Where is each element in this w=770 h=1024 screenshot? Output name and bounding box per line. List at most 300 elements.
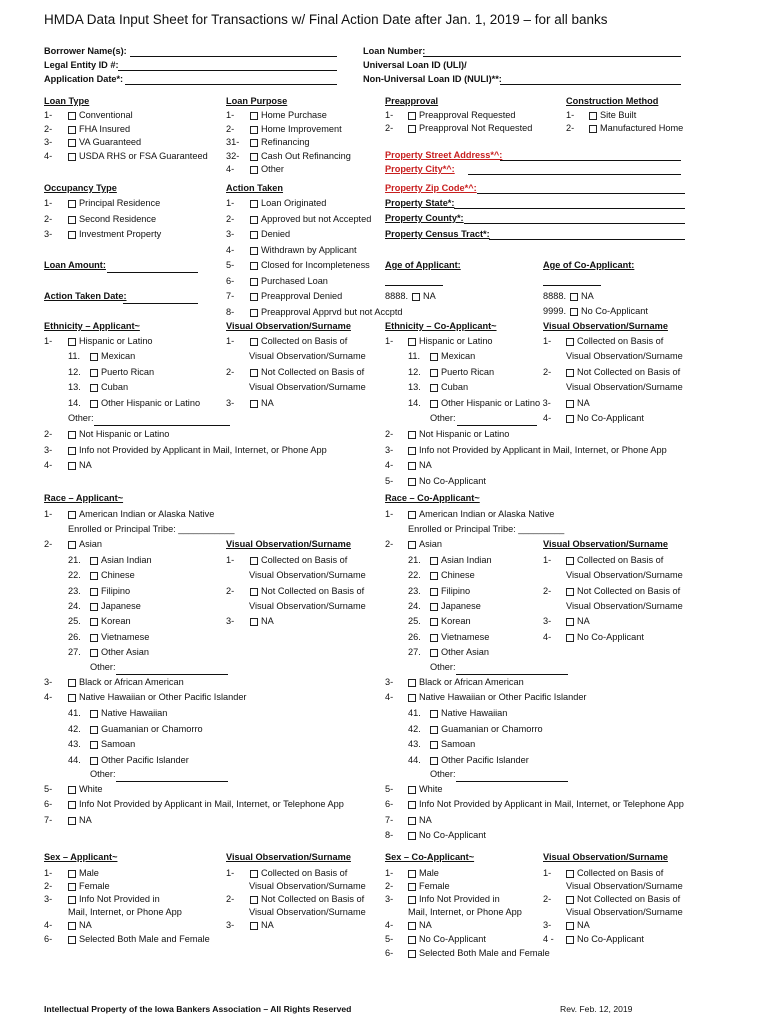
- race-co-5-label: White: [419, 784, 443, 794]
- loan-purpose-1-checkbox[interactable]: [250, 112, 258, 120]
- race-co-vo-heading: Visual Observation/Surname: [543, 539, 668, 549]
- race-co-asian-5-checkbox[interactable]: [430, 618, 438, 626]
- sex-co-6-checkbox[interactable]: [408, 950, 416, 958]
- race-co-4-checkbox[interactable]: [408, 694, 416, 702]
- eth-co-sub-1-checkbox[interactable]: [430, 353, 438, 361]
- sex-co-vo-1-number: 1-: [543, 868, 552, 878]
- race-app-vo-3-checkbox[interactable]: [250, 618, 258, 626]
- loan-type-2-label: FHA Insured: [79, 123, 131, 134]
- action-taken-date-label: Action Taken Date:: [44, 291, 127, 301]
- eth-co-hispanic-label: Hispanic or Latino: [419, 336, 493, 346]
- eth-co-vo-1-checkbox[interactable]: [566, 338, 574, 346]
- eth-co-vo-1-number: 1-: [543, 336, 552, 346]
- race-co-7-number: 7-: [385, 815, 394, 825]
- race-co-applicant-heading: Race – Co-Applicant~: [385, 493, 480, 503]
- action-taken-5-label: Closed for Incompleteness: [261, 260, 370, 270]
- sex-co-vo-2-cont: Visual Observation/Surname: [566, 907, 683, 917]
- occupancy-3-checkbox[interactable]: [68, 231, 76, 239]
- sex-app-1-checkbox[interactable]: [68, 870, 76, 878]
- sex-app-3-number: 3-: [44, 894, 53, 904]
- sex-app-3-checkbox[interactable]: [68, 896, 76, 904]
- eth-co-sub-3-label: Cuban: [441, 382, 469, 392]
- sex-co-applicant-heading: Sex – Co-Applicant~: [385, 852, 475, 862]
- loan-purpose-5-label: Other: [261, 164, 284, 174]
- sex-co-2-label: Female: [419, 881, 450, 891]
- construction-method-heading: Construction Method: [566, 96, 659, 106]
- loan-purpose-5-number: 4-: [226, 164, 235, 174]
- sex-co-vo-3-checkbox[interactable]: [566, 922, 574, 930]
- action-taken-heading: Action Taken: [226, 183, 284, 193]
- race-app-1-number: 1-: [44, 509, 53, 519]
- loan-purpose-5-checkbox[interactable]: [250, 166, 258, 174]
- sex-co-vo-4-label: No Co-Applicant: [577, 934, 644, 944]
- loan-purpose-4-label: Cash Out Refinancing: [261, 150, 351, 161]
- race-co-asian-1-checkbox[interactable]: [430, 557, 438, 565]
- loan-type-3-number: 3-: [44, 137, 53, 147]
- sex-app-5-number: 6-: [44, 934, 53, 944]
- eth-app-vo-1-checkbox[interactable]: [250, 338, 258, 346]
- loan-type-4-checkbox[interactable]: [68, 153, 76, 161]
- eth-app-sub-1-label: Mexican: [101, 351, 136, 361]
- preapproval-2-label: Preapproval Not Requested: [419, 123, 533, 133]
- nuli-field[interactable]: [500, 84, 681, 85]
- eth-app-other-label: Other:: [68, 413, 94, 423]
- property-county-label: Property County*:: [385, 213, 464, 223]
- action-taken-7-checkbox[interactable]: [250, 293, 258, 301]
- construction-method-1-checkbox[interactable]: [589, 112, 597, 120]
- occupancy-2-number: 2-: [44, 213, 53, 224]
- action-taken-4-checkbox[interactable]: [250, 247, 258, 255]
- race-co-asian-2-label: Chinese: [441, 570, 475, 581]
- sex-app-vo-3-checkbox[interactable]: [250, 922, 258, 930]
- action-taken-6-checkbox[interactable]: [250, 278, 258, 286]
- eth-app-sub-3-label: Cuban: [101, 382, 129, 392]
- eth-co-2-label: Not Hispanic or Latino: [419, 429, 510, 439]
- race-app-vo-2-checkbox[interactable]: [250, 588, 258, 596]
- sex-co-vo-4-number: 4 -: [543, 934, 554, 944]
- race-app-asian-1-checkbox[interactable]: [90, 557, 98, 565]
- eth-app-vo-3-number: 3-: [226, 398, 235, 408]
- property-street-field[interactable]: [500, 160, 681, 161]
- race-app-vo-2-label: Not Collected on Basis of: [261, 586, 365, 596]
- sex-app-5-label: Selected Both Male and Female: [79, 934, 210, 944]
- race-app-pac-other-field[interactable]: [116, 781, 228, 782]
- borrower-names-field[interactable]: [130, 56, 337, 57]
- race-applicant-heading: Race – Applicant~: [44, 493, 124, 503]
- loan-number-field[interactable]: [423, 56, 681, 57]
- preapproval-2-number: 2-: [385, 123, 394, 133]
- action-taken-1-label: Loan Originated: [261, 198, 327, 208]
- sex-co-5-label: No Co-Applicant: [419, 934, 486, 944]
- loan-purpose-3-checkbox[interactable]: [250, 139, 258, 147]
- eth-co-other-label: Other:: [430, 413, 456, 423]
- sex-co-vo-3-label: NA: [577, 920, 590, 930]
- race-app-pac-2-checkbox[interactable]: [90, 726, 98, 734]
- sex-co-vo-2-label: Not Collected on Basis of: [577, 894, 681, 904]
- race-app-4-checkbox[interactable]: [68, 694, 76, 702]
- eth-co-vo-3-checkbox[interactable]: [566, 400, 574, 408]
- loan-purpose-4-checkbox[interactable]: [250, 153, 258, 161]
- race-app-asian-other-field[interactable]: [116, 674, 228, 675]
- race-co-1-number: 1-: [385, 509, 394, 519]
- eth-app-3-checkbox[interactable]: [68, 447, 76, 455]
- race-co-1-checkbox[interactable]: [408, 511, 416, 519]
- loan-purpose-1-label: Home Purchase: [261, 110, 327, 120]
- sex-app-4-checkbox[interactable]: [68, 922, 76, 930]
- age-applicant-na-checkbox[interactable]: [412, 293, 420, 301]
- race-app-3-number: 3-: [44, 677, 53, 687]
- race-app-7-checkbox[interactable]: [68, 817, 76, 825]
- race-app-pac-4-number: 44.: [68, 754, 81, 765]
- eth-co-vo-2-cont: Visual Observation/Surname: [566, 382, 683, 392]
- race-app-2-number: 2-: [44, 539, 53, 549]
- eth-app-vo-heading: Visual Observation/Surname: [226, 321, 351, 331]
- loan-purpose-3-number: 31-: [226, 137, 240, 147]
- age-co-applicant-na-number: 8888.: [543, 291, 566, 301]
- race-co-asian-2-checkbox[interactable]: [430, 572, 438, 580]
- eth-app-4-checkbox[interactable]: [68, 462, 76, 470]
- race-co-5-checkbox[interactable]: [408, 786, 416, 794]
- race-app-asian-6-checkbox[interactable]: [90, 634, 98, 642]
- race-app-vo-2-cont: Visual Observation/Surname: [249, 601, 366, 611]
- race-app-4-number: 4-: [44, 692, 53, 702]
- race-app-asian-other-label: Other:: [90, 662, 116, 672]
- action-taken-6-number: 6-: [226, 275, 235, 286]
- age-co-applicant-label: Age of Co-Applicant:: [543, 260, 635, 270]
- eth-co-hispanic-checkbox[interactable]: [408, 338, 416, 346]
- race-co-asian-4-number: 24.: [408, 600, 421, 611]
- action-taken-2-checkbox[interactable]: [250, 216, 258, 224]
- race-co-vo-2-cont: Visual Observation/Surname: [566, 601, 683, 611]
- race-co-7-checkbox[interactable]: [408, 817, 416, 825]
- eth-co-5-checkbox[interactable]: [408, 478, 416, 486]
- sex-app-4-number: 4-: [44, 920, 53, 930]
- eth-app-vo-1-label: Collected on Basis of: [261, 336, 348, 346]
- sex-co-5-checkbox[interactable]: [408, 936, 416, 944]
- race-app-vo-2-number: 2-: [226, 586, 235, 596]
- race-app-2-checkbox[interactable]: [68, 541, 76, 549]
- action-taken-1-checkbox[interactable]: [250, 200, 258, 208]
- race-co-asian-1-label: Asian Indian: [441, 555, 492, 565]
- eth-app-2-checkbox[interactable]: [68, 431, 76, 439]
- eth-co-sub-3-checkbox[interactable]: [430, 384, 438, 392]
- race-co-3-checkbox[interactable]: [408, 679, 416, 687]
- race-app-asian-7-number: 27.: [68, 646, 81, 657]
- sex-co-3-checkbox[interactable]: [408, 896, 416, 904]
- sex-app-1-label: Male: [79, 868, 99, 878]
- age-co-applicant-none-label: No Co-Applicant: [581, 306, 648, 316]
- loan-purpose-2-number: 2-: [226, 123, 235, 134]
- age-applicant-na-number: 8888.: [385, 291, 408, 301]
- eth-co-vo-3-label: NA: [577, 398, 590, 408]
- sex-co-vo-2-checkbox[interactable]: [566, 896, 574, 904]
- race-app-7-label: NA: [79, 815, 92, 825]
- application-date-label: Application Date*:: [44, 74, 124, 84]
- eth-co-vo-4-checkbox[interactable]: [566, 415, 574, 423]
- sex-co-vo-heading: Visual Observation/Surname: [543, 852, 668, 862]
- loan-type-2-checkbox[interactable]: [68, 126, 76, 134]
- eth-app-sub-4-checkbox[interactable]: [90, 400, 98, 408]
- race-app-1-label: American Indian or Alaska Native: [79, 509, 215, 519]
- race-co-7-label: NA: [419, 815, 432, 825]
- action-taken-8-label: Preapproval Apprvd but not Accptd: [261, 306, 403, 317]
- race-co-vo-1-label: Collected on Basis of: [577, 555, 664, 565]
- property-zip-field[interactable]: [477, 193, 685, 194]
- race-co-2-number: 2-: [385, 539, 394, 549]
- eth-app-vo-2-checkbox[interactable]: [250, 369, 258, 377]
- property-city-field[interactable]: [468, 174, 681, 175]
- uli-label: Universal Loan ID (ULI)/: [363, 60, 467, 70]
- race-app-1-checkbox[interactable]: [68, 511, 76, 519]
- race-app-asian-6-label: Vietnamese: [101, 631, 150, 642]
- race-co-2-checkbox[interactable]: [408, 541, 416, 549]
- eth-co-2-checkbox[interactable]: [408, 431, 416, 439]
- race-app-asian-7-checkbox[interactable]: [90, 649, 98, 657]
- loan-purpose-2-checkbox[interactable]: [250, 126, 258, 134]
- sex-co-1-label: Male: [419, 868, 439, 878]
- eth-co-sub-2-label: Puerto Rican: [441, 366, 495, 377]
- eth-co-vo-2-checkbox[interactable]: [566, 369, 574, 377]
- eth-co-sub-2-checkbox[interactable]: [430, 369, 438, 377]
- eth-co-3-checkbox[interactable]: [408, 447, 416, 455]
- race-co-asian-3-number: 23.: [408, 585, 421, 596]
- occupancy-1-number: 1-: [44, 198, 53, 208]
- eth-co-vo-1-label: Collected on Basis of: [577, 336, 664, 346]
- loan-type-1-label: Conventional: [79, 110, 133, 120]
- sex-app-vo-2-number: 2-: [226, 894, 235, 904]
- race-app-2-label: Asian: [79, 539, 102, 549]
- race-app-pac-3-number: 43.: [68, 739, 81, 749]
- eth-co-3-label: Info not Provided by Applicant in Mail, Internet, or Phone App: [419, 444, 667, 455]
- race-app-asian-1-label: Asian Indian: [101, 555, 152, 565]
- race-co-3-number: 3-: [385, 677, 394, 687]
- race-co-pac-1-checkbox[interactable]: [430, 710, 438, 718]
- sex-co-1-number: 1-: [385, 868, 394, 878]
- property-census-field[interactable]: [489, 239, 685, 240]
- sex-co-vo-1-cont: Visual Observation/Surname: [566, 881, 683, 891]
- race-co-2-label: Asian: [419, 539, 442, 549]
- race-co-3-label: Black or African American: [419, 677, 524, 687]
- occupancy-type-heading: Occupancy Type: [44, 183, 117, 193]
- race-app-pac-3-checkbox[interactable]: [90, 741, 98, 749]
- race-app-asian-5-label: Korean: [101, 616, 131, 627]
- property-state-label: Property State*:: [385, 198, 455, 208]
- race-co-8-checkbox[interactable]: [408, 832, 416, 840]
- loan-type-1-checkbox[interactable]: [68, 112, 76, 120]
- property-census-label: Property Census Tract*:: [385, 229, 490, 239]
- race-app-6-number: 6-: [44, 799, 53, 809]
- race-app-asian-3-checkbox[interactable]: [90, 588, 98, 596]
- action-taken-5-number: 5-: [226, 260, 235, 270]
- sex-co-2-number: 2-: [385, 881, 394, 891]
- loan-type-4-number: 4-: [44, 150, 53, 161]
- sex-app-vo-1-cont: Visual Observation/Surname: [249, 881, 366, 891]
- property-county-field[interactable]: [464, 223, 685, 224]
- race-app-asian-1-number: 21.: [68, 555, 81, 565]
- eth-co-2-number: 2-: [385, 429, 394, 439]
- race-co-6-checkbox[interactable]: [408, 801, 416, 809]
- race-app-vo-3-label: NA: [261, 616, 274, 626]
- race-co-pac-3-checkbox[interactable]: [430, 741, 438, 749]
- race-app-asian-2-checkbox[interactable]: [90, 572, 98, 580]
- sex-co-3-number: 3-: [385, 894, 394, 904]
- race-app-vo-1-cont: Visual Observation/Surname: [249, 570, 366, 580]
- action-taken-4-label: Withdrawn by Applicant: [261, 244, 357, 255]
- sex-co-4-checkbox[interactable]: [408, 922, 416, 930]
- race-app-asian-2-label: Chinese: [101, 570, 135, 581]
- legal-entity-id-field[interactable]: [118, 70, 337, 71]
- eth-co-sub-2-number: 12.: [408, 366, 421, 377]
- race-co-pac-2-label: Guamanian or Chamorro: [441, 723, 543, 734]
- race-co-vo-3-number: 3-: [543, 616, 552, 626]
- race-co-asian-other-field[interactable]: [456, 674, 568, 675]
- race-app-asian-5-number: 25.: [68, 616, 81, 627]
- action-taken-date-field[interactable]: [123, 303, 198, 304]
- eth-co-sub-4-label: Other Hispanic or Latino 3-: [441, 397, 551, 408]
- loan-type-3-checkbox[interactable]: [68, 139, 76, 147]
- age-co-applicant-na-label: NA: [581, 291, 594, 301]
- sex-app-5-checkbox[interactable]: [68, 936, 76, 944]
- construction-method-1-number: 1-: [566, 110, 575, 120]
- race-co-pac-1-label: Native Hawaiian: [441, 708, 508, 718]
- action-taken-8-checkbox[interactable]: [250, 309, 258, 317]
- race-co-asian-7-checkbox[interactable]: [430, 649, 438, 657]
- age-co-applicant-none-checkbox[interactable]: [570, 308, 578, 316]
- ethnicity-applicant-heading: Ethnicity – Applicant~: [44, 321, 140, 331]
- legal-entity-id-label: Legal Entity ID #:: [44, 60, 119, 70]
- race-app-asian-3-number: 23.: [68, 585, 81, 596]
- preapproval-heading: Preapproval: [385, 96, 439, 106]
- race-app-pac-3-label: Samoan: [101, 739, 136, 749]
- race-app-pac-2-number: 42.: [68, 723, 81, 734]
- sex-app-vo-1-checkbox[interactable]: [250, 870, 258, 878]
- sex-co-vo-3-number: 3-: [543, 920, 552, 930]
- eth-app-sub-4-number: 14.: [68, 397, 81, 408]
- loan-number-label: Loan Number:: [363, 46, 426, 56]
- eth-app-sub-3-number: 13.: [68, 382, 81, 392]
- age-applicant-field[interactable]: [385, 285, 443, 286]
- eth-app-vo-2-number: 2-: [226, 367, 235, 377]
- sex-app-2-label: Female: [79, 881, 110, 891]
- action-taken-7-number: 7-: [226, 291, 235, 301]
- eth-app-hispanic-checkbox[interactable]: [68, 338, 76, 346]
- race-app-vo-1-number: 1-: [226, 555, 235, 565]
- eth-co-4-checkbox[interactable]: [408, 462, 416, 470]
- sex-app-vo-2-checkbox[interactable]: [250, 896, 258, 904]
- eth-app-sub-1-checkbox[interactable]: [90, 353, 98, 361]
- race-co-asian-4-label: Japanese: [441, 600, 481, 611]
- race-app-pac-4-checkbox[interactable]: [90, 757, 98, 765]
- preapproval-1-checkbox[interactable]: [408, 112, 416, 120]
- loan-amount-field[interactable]: [107, 272, 198, 273]
- sex-app-2-checkbox[interactable]: [68, 883, 76, 891]
- age-co-applicant-field[interactable]: [543, 285, 601, 286]
- construction-method-2-checkbox[interactable]: [589, 125, 597, 133]
- race-co-pac-other-field[interactable]: [456, 781, 568, 782]
- sex-co-2-checkbox[interactable]: [408, 883, 416, 891]
- action-taken-2-label: Approved but not Accepted: [261, 213, 372, 224]
- eth-app-vo-1-cont: Visual Observation/Surname: [249, 351, 366, 361]
- race-app-3-checkbox[interactable]: [68, 679, 76, 687]
- race-app-6-checkbox[interactable]: [68, 801, 76, 809]
- race-app-3-label: Black or African American: [79, 677, 184, 687]
- property-state-field[interactable]: [454, 208, 685, 209]
- race-co-vo-4-checkbox[interactable]: [566, 634, 574, 642]
- action-taken-1-number: 1-: [226, 198, 235, 208]
- race-app-asian-4-checkbox[interactable]: [90, 603, 98, 611]
- eth-app-vo-3-checkbox[interactable]: [250, 400, 258, 408]
- eth-app-sub-2-checkbox[interactable]: [90, 369, 98, 377]
- sex-co-vo-1-checkbox[interactable]: [566, 870, 574, 878]
- eth-co-vo-4-number: 4-: [543, 413, 552, 423]
- sex-co-vo-4-checkbox[interactable]: [566, 936, 574, 944]
- race-co-vo-2-checkbox[interactable]: [566, 588, 574, 596]
- race-co-asian-6-number: 26.: [408, 631, 421, 642]
- action-taken-3-checkbox[interactable]: [250, 231, 258, 239]
- race-co-asian-2-number: 22.: [408, 570, 421, 581]
- sex-app-2-number: 2-: [44, 881, 53, 891]
- sex-app-vo-3-label: NA: [261, 920, 274, 930]
- occupancy-1-checkbox[interactable]: [68, 200, 76, 208]
- action-taken-3-label: Denied: [261, 229, 291, 239]
- sex-co-1-checkbox[interactable]: [408, 870, 416, 878]
- eth-app-sub-2-number: 12.: [68, 366, 81, 377]
- occupancy-2-checkbox[interactable]: [68, 216, 76, 224]
- occupancy-2-label: Second Residence: [79, 213, 157, 224]
- race-app-vo-1-checkbox[interactable]: [250, 557, 258, 565]
- race-app-4-label: Native Hawaiian or Other Pacific Islander: [79, 692, 247, 702]
- sex-app-mail: Mail, Internet, or Phone App: [68, 907, 182, 917]
- preapproval-2-checkbox[interactable]: [408, 125, 416, 133]
- race-co-pac-3-number: 43.: [408, 739, 421, 749]
- race-co-asian-4-checkbox[interactable]: [430, 603, 438, 611]
- race-app-pac-other-label: Other:: [90, 769, 116, 779]
- eth-co-other-field[interactable]: [457, 425, 537, 426]
- occupancy-3-number: 3-: [44, 229, 53, 239]
- eth-co-sub-1-number: 11.: [408, 351, 421, 361]
- race-co-asian-6-checkbox[interactable]: [430, 634, 438, 642]
- race-app-asian-5-checkbox[interactable]: [90, 618, 98, 626]
- race-app-pac-1-checkbox[interactable]: [90, 710, 98, 718]
- eth-co-sub-4-checkbox[interactable]: [430, 400, 438, 408]
- sex-app-1-number: 1-: [44, 868, 53, 878]
- race-co-asian-3-checkbox[interactable]: [430, 588, 438, 596]
- sex-co-vo-1-label: Collected on Basis of: [577, 868, 664, 878]
- eth-app-other-field[interactable]: [94, 425, 230, 426]
- sex-app-3-label: Info Not Provided in: [79, 894, 160, 904]
- race-co-pac-2-checkbox[interactable]: [430, 726, 438, 734]
- race-co-vo-1-checkbox[interactable]: [566, 557, 574, 565]
- race-app-5-label: White: [79, 784, 103, 794]
- sex-co-4-label: NA: [419, 920, 432, 930]
- application-date-field[interactable]: [125, 84, 337, 85]
- eth-co-sub-4-number: 14.: [408, 397, 421, 408]
- race-co-asian-7-label: Other Asian: [441, 646, 490, 657]
- sex-app-vo-heading: Visual Observation/Surname: [226, 852, 351, 862]
- race-app-5-checkbox[interactable]: [68, 786, 76, 794]
- race-co-6-number: 6-: [385, 799, 394, 809]
- action-taken-5-checkbox[interactable]: [250, 262, 258, 270]
- eth-app-sub-3-checkbox[interactable]: [90, 384, 98, 392]
- race-co-vo-3-checkbox[interactable]: [566, 618, 574, 626]
- race-co-pac-4-checkbox[interactable]: [430, 757, 438, 765]
- age-co-applicant-na-checkbox[interactable]: [570, 293, 578, 301]
- race-app-tribe: Enrolled or Principal Tribe: ___________: [68, 524, 235, 534]
- eth-app-vo-1-number: 1-: [226, 336, 235, 346]
- construction-method-1-label: Site Built: [600, 110, 637, 120]
- race-co-pac-other-label: Other:: [430, 769, 456, 779]
- footer-revision: Rev. Feb. 12, 2019: [560, 1004, 633, 1014]
